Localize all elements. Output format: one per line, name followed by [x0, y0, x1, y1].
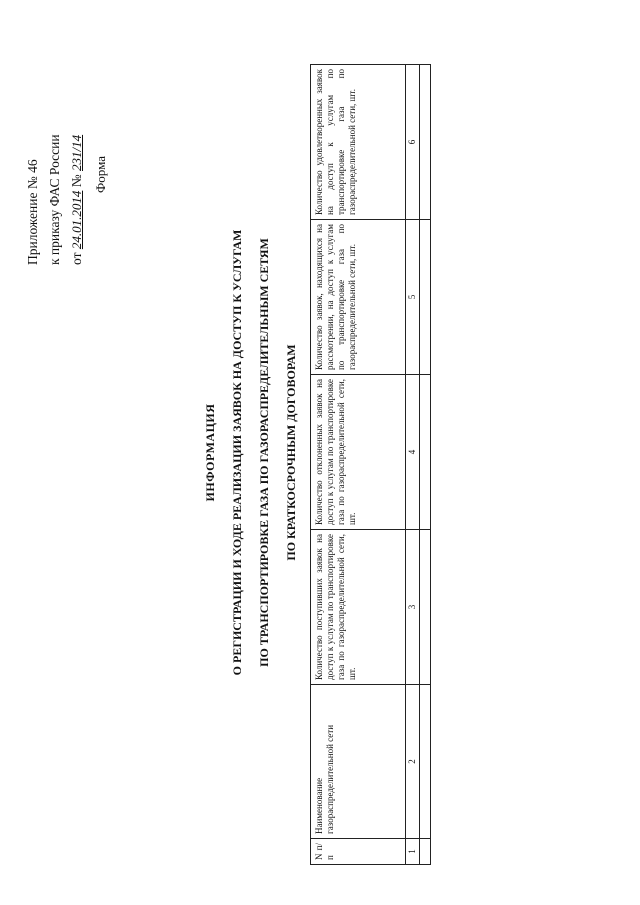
form-label: Форма	[93, 156, 108, 193]
header-received: Количество поступивших заявок на доступ к услугам по транспортировке газа по газораспределительной сети, шт.	[311, 530, 406, 685]
document-subtitle-3: ПО КРАТКОСРОЧНЫМ ДОГОВОРАМ	[284, 344, 298, 561]
column-number: 3	[406, 530, 420, 685]
header-network-name: Наименование газораспределительной сети	[311, 685, 406, 839]
table-header-row	[311, 65, 406, 865]
handwritten-number: 231/14	[69, 134, 84, 171]
column-number-row	[406, 65, 420, 865]
date-prefix: от	[69, 252, 84, 265]
header-under-review: Количество заявок, находящихся на рассмотрении, на доступ к услугам по транспортировке газа по газораспределительной сети, шт.	[311, 220, 406, 375]
header-number: N п/п	[311, 839, 406, 865]
column-number: 5	[406, 220, 420, 375]
header-satisfied: Количество удовлетворенных заявок на доступ к услугам по транспортировке газа по газораспределительной сети, шт.	[311, 65, 406, 220]
table-cell	[420, 375, 431, 530]
appendix-date-line	[66, 25, 88, 265]
document-subtitle-1: О РЕГИСТРАЦИИ И ХОДЕ РЕАЛИЗАЦИИ ЗАЯВОК НА ДОСТУП К УСЛУГАМ	[230, 229, 244, 676]
table-cell	[420, 530, 431, 685]
handwritten-date: 24.01.2014	[69, 190, 84, 250]
table-cell	[420, 65, 431, 220]
table-cell	[420, 839, 431, 865]
document-title: ИНФОРМАЦИЯ	[203, 403, 217, 502]
column-number: 6	[406, 65, 420, 220]
appendix-order: к приказу ФАС России	[47, 134, 62, 265]
header-rejected: Количество отклоненных заявок на доступ к услугам по транспортировке газа по газораспределительной сети, шт.	[311, 375, 406, 530]
appendix-title: Приложение № 46	[25, 159, 40, 265]
table-row	[420, 65, 431, 865]
number-prefix: №	[69, 174, 84, 188]
appendix-block	[22, 25, 88, 265]
document-subtitle-2: ПО ТРАНСПОРТИРОВКЕ ГАЗА ПО ГАЗОРАСПРЕДЕЛИТЕЛЬНЫМ СЕТЯМ	[257, 238, 271, 667]
table-cell	[420, 220, 431, 375]
column-number: 1	[406, 839, 420, 865]
report-table	[310, 64, 431, 865]
column-number: 4	[406, 375, 420, 530]
table-cell	[420, 685, 431, 839]
column-number: 2	[406, 685, 420, 839]
